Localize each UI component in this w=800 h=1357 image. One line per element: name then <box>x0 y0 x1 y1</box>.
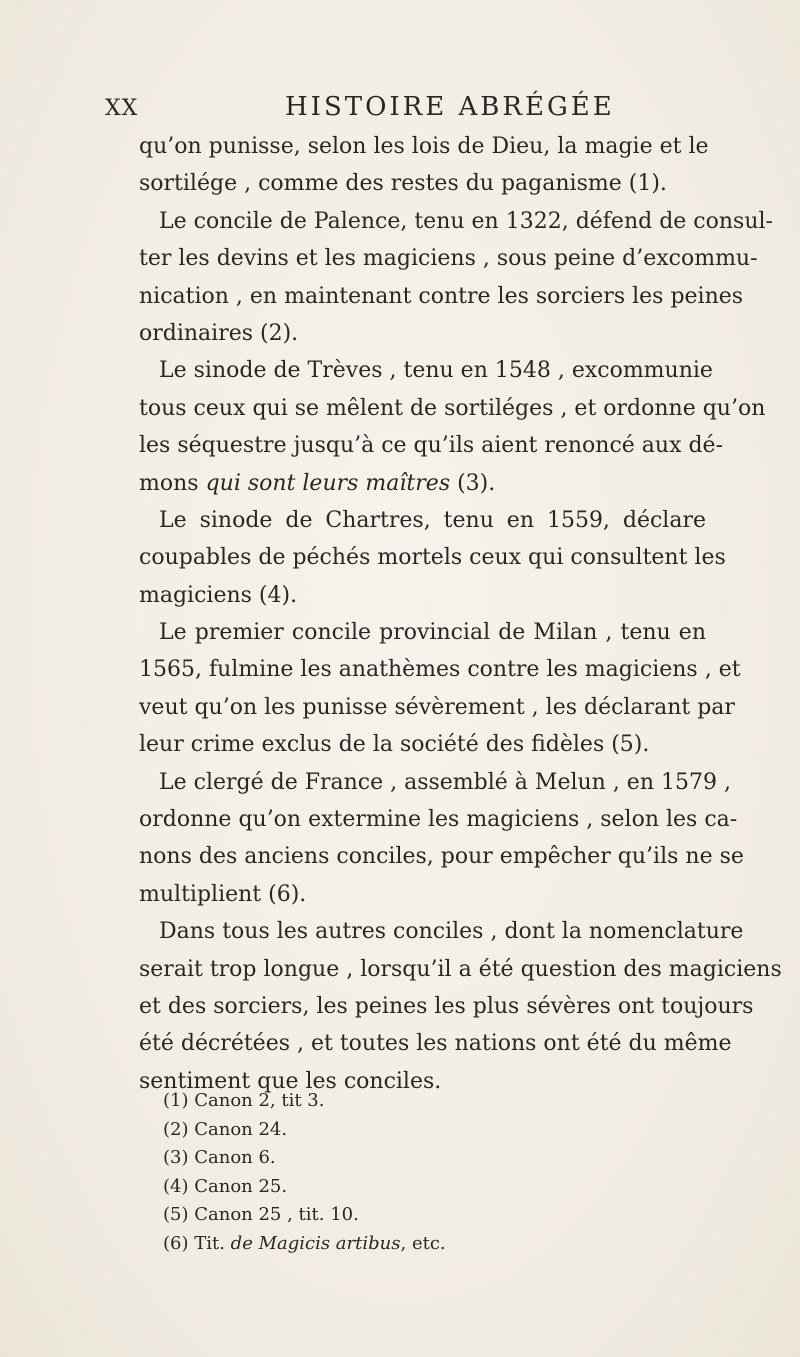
text-line: coupables de péchés mortels ceux qui consultent les <box>139 545 726 571</box>
footnote: (5) Canon 25 , tit. 10. <box>163 1204 359 1225</box>
page-number: XX <box>105 96 139 121</box>
text-line: sentiment que les conciles. <box>139 1068 442 1094</box>
text-line: ter les devins et les magiciens , sous peine d’excommu- <box>139 246 758 272</box>
text-line: multiplient (6). <box>139 881 307 907</box>
text-line: veut qu’on les punisse sévèrement , les déclarant par <box>139 694 735 720</box>
text-line: Le premier concile provincial de Milan , tenu en <box>159 620 706 646</box>
text-line: Le sinode de Chartres, tenu en 1559, déclare <box>159 507 706 533</box>
text-line: Le concile de Palence, tenu en 1322, défend de consul- <box>159 208 773 234</box>
page-header <box>105 92 685 124</box>
italic-phrase: qui sont leurs maîtres <box>205 470 451 496</box>
footnote-italic-title: de Magicis artibus <box>230 1232 401 1254</box>
text-line: qu’on punisse, selon les lois de Dieu, la magie et le <box>139 134 709 159</box>
text-line: Dans tous les autres conciles , dont la nomenclature <box>159 919 744 945</box>
text-line: Le sinode de Trèves , tenu en 1548 , excommunie <box>159 358 713 384</box>
text-line: serait trop longue , lorsqu’il a été question des magiciens <box>139 956 782 982</box>
footnote <box>163 1230 583 1259</box>
text-line: magiciens (4). <box>139 582 298 608</box>
text-line: été décrétées , et toutes les nations ont été du même <box>139 1031 732 1057</box>
text-line-with-italic <box>139 465 706 502</box>
text-line: sortilége , comme des restes du paganisme (1). <box>139 171 667 197</box>
footnotes <box>163 1087 583 1258</box>
text-line: ordinaires (2). <box>139 320 299 346</box>
text-line: Le clergé de France , assemblé à Melun , en 1579 , <box>159 769 731 795</box>
text-line: les séquestre jusqu’à ce qu’ils aient renoncé aux dé- <box>139 433 723 459</box>
footnote-suffix: , etc. <box>400 1232 446 1254</box>
text-line: nons des anciens conciles, pour empêcher qu’ils ne se <box>139 844 744 870</box>
running-title: HISTOIRE ABRÉGÉE <box>285 92 615 122</box>
footnote: (3) Canon 6. <box>163 1147 276 1168</box>
text-line: nication , en maintenant contre les sorciers les peines <box>139 283 744 309</box>
footnote: (1) Canon 2, tit 3. <box>163 1090 325 1111</box>
footnote-prefix: (6) Tit. <box>163 1232 231 1254</box>
text-line: ordonne qu’on extermine les magiciens , selon les ca- <box>139 807 738 833</box>
text-line: et des sorciers, les peines les plus sévères ont toujours <box>139 993 754 1019</box>
text-line: 1565, fulmine les anathèmes contre les magiciens , et <box>139 657 741 683</box>
body-text <box>139 128 782 1100</box>
text-line: tous ceux qui se mêlent de sortiléges , et ordonne qu’on <box>139 395 766 421</box>
text-line: leur crime exclus de la société des fidèles (5). <box>139 732 650 758</box>
footnote: (4) Canon 25. <box>163 1175 288 1197</box>
text-fragment: mons <box>139 470 199 496</box>
footnote-ref: (3). <box>450 470 496 496</box>
footnote: (2) Canon 24. <box>163 1118 288 1140</box>
